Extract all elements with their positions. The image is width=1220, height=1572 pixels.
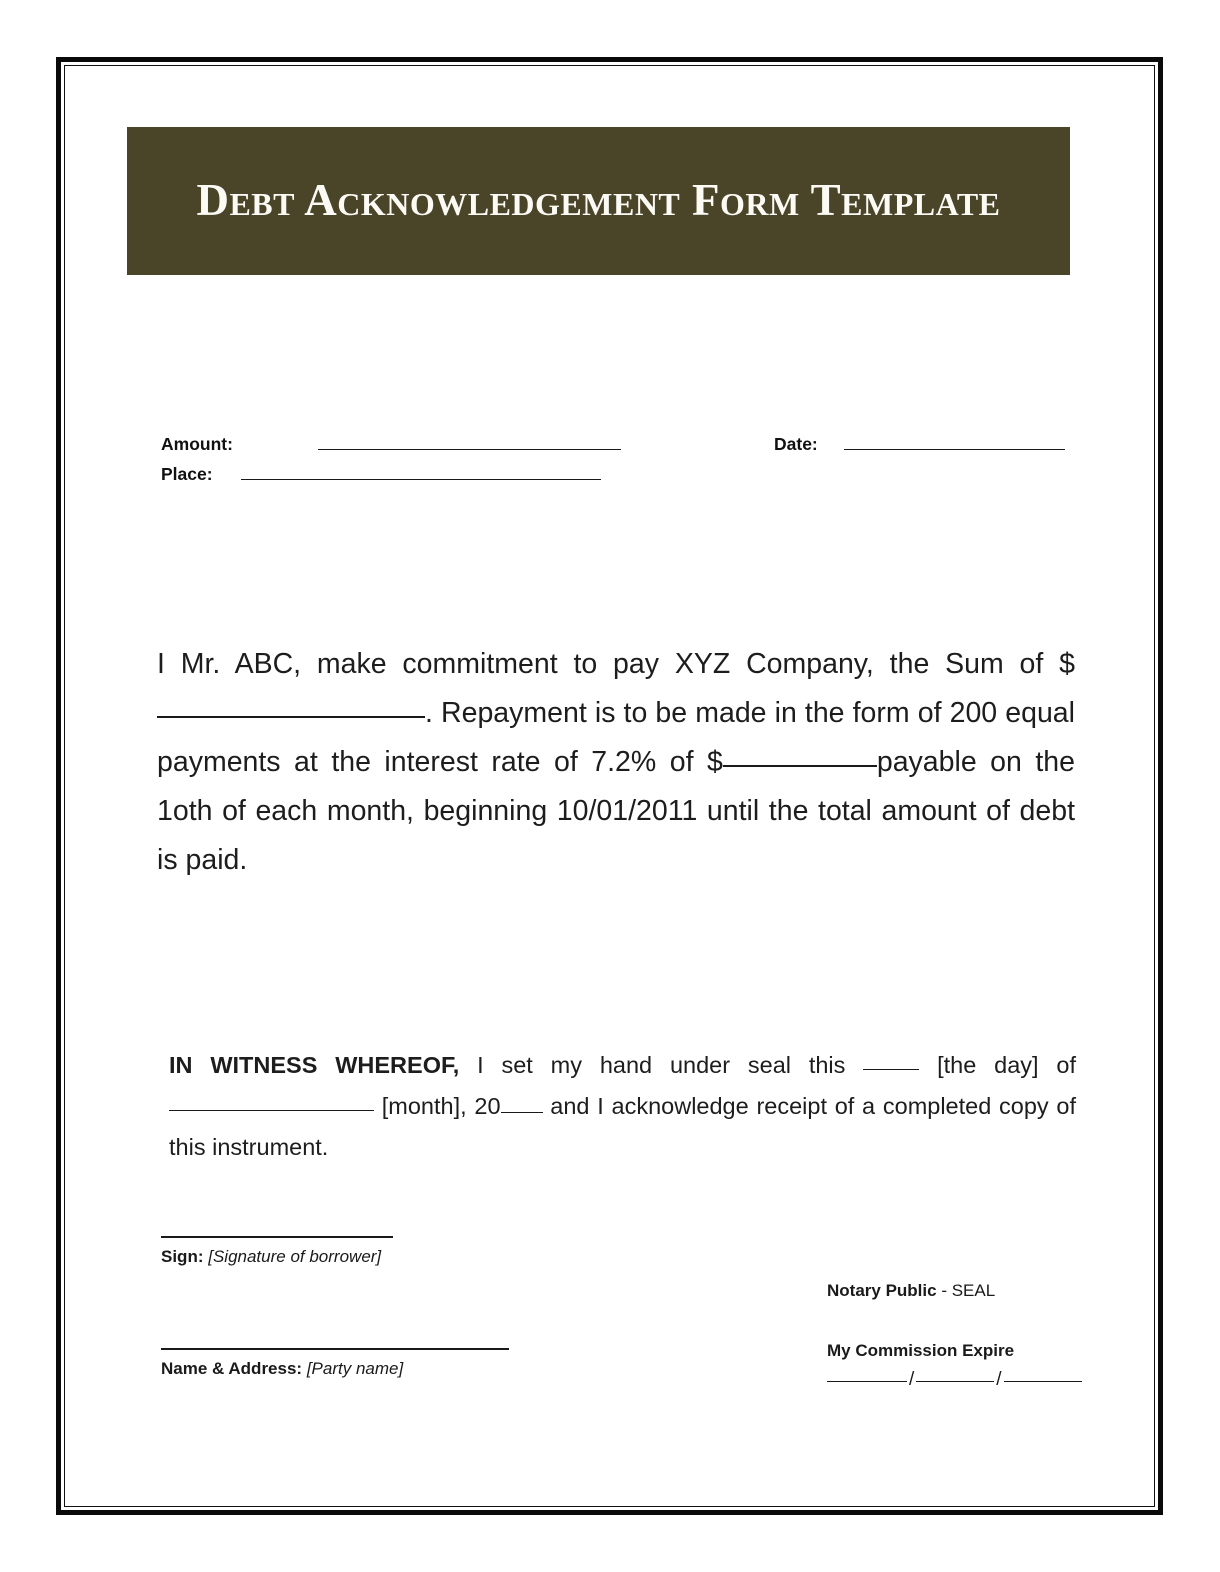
title-line-2: Template [810, 175, 1001, 226]
amount-input[interactable] [318, 449, 621, 450]
witness-segment-3: [month], 20 [381, 1092, 501, 1119]
notary-public-line [827, 1281, 1127, 1301]
commitment-segment-3: payable on the 1oth of each month, beginning 10/01/2011 until the total amount of debt is paid. [157, 745, 1075, 876]
commission-separator-2: / [996, 1369, 1002, 1390]
witness-lead-label: IN WITNESS WHEREOF, [169, 1051, 460, 1078]
commission-month-input[interactable] [916, 1381, 994, 1382]
witness-segment-4: and I acknowledge receipt of a completed copy of this instrument. [169, 1092, 1077, 1160]
signature-block [161, 1236, 581, 1267]
amount-label: Amount: [161, 434, 233, 454]
witness-month-input[interactable] [169, 1110, 374, 1111]
name-address-label: Name & Address: [161, 1359, 303, 1378]
page-title [189, 171, 1009, 230]
document-page [65, 66, 1154, 1506]
name-address-placeholder: [Party name] [306, 1359, 404, 1378]
signature-placeholder: [Signature of borrower] [208, 1247, 382, 1266]
commission-expire-label: My Commission Expire [827, 1341, 1015, 1360]
witness-day-input[interactable] [863, 1069, 919, 1070]
date-label: Date: [774, 434, 818, 454]
name-address-block [161, 1348, 641, 1379]
witness-year-input[interactable] [501, 1112, 543, 1113]
commission-separator-1: / [909, 1369, 915, 1390]
installment-amount-input[interactable] [723, 765, 877, 767]
place-input[interactable] [241, 479, 601, 480]
title-banner [127, 127, 1070, 275]
witness-segment-2: [the day] of [937, 1051, 1076, 1078]
name-address-caption [161, 1359, 641, 1379]
commission-expire-date [827, 1369, 1127, 1391]
page-inner-border [64, 65, 1155, 1507]
sum-amount-input[interactable] [157, 716, 425, 718]
signature-caption [161, 1247, 581, 1267]
date-field-row [774, 434, 1065, 455]
commitment-segment-2: . Repayment is to be made in the form of 200 equal payments at the interest rate of 7.2% of $ [157, 696, 1075, 778]
notary-public-label: Notary Public [827, 1281, 937, 1300]
title-line-1: Debt Acknowledgement Form [196, 175, 800, 226]
place-field-row [161, 464, 601, 485]
header-fields [161, 434, 1081, 504]
name-address-input[interactable] [161, 1348, 509, 1350]
signature-label: Sign: [161, 1247, 204, 1266]
page-border-frame [56, 57, 1163, 1515]
signature-input[interactable] [161, 1236, 393, 1238]
date-input[interactable] [844, 449, 1065, 450]
witness-paragraph [169, 1045, 1076, 1168]
notary-block [827, 1281, 1127, 1391]
witness-segment-1: I set my hand under seal this [477, 1051, 846, 1078]
commission-year-input[interactable] [1004, 1381, 1082, 1382]
commission-day-input[interactable] [827, 1381, 907, 1382]
commitment-segment-1: I Mr. ABC, make commitment to pay XYZ Company, the Sum of $ [157, 647, 1075, 680]
notary-seal-label: - SEAL [941, 1281, 996, 1300]
place-label: Place: [161, 464, 213, 484]
amount-field-row [161, 434, 621, 455]
commitment-paragraph [157, 640, 1075, 885]
